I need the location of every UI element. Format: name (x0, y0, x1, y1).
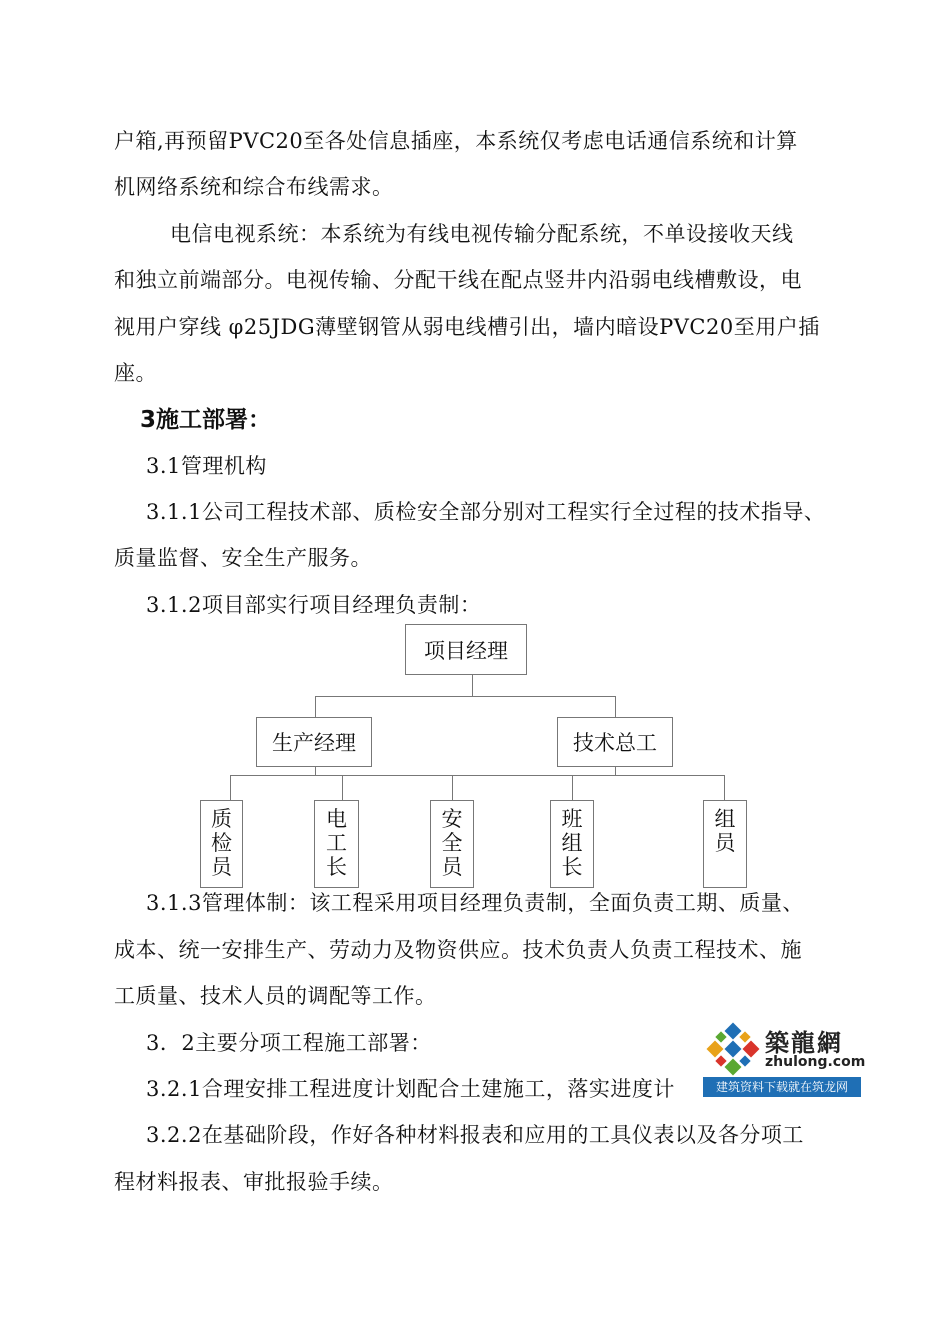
paragraph-line: 程材料报表、审批报验手续。 (114, 1170, 394, 1194)
paragraph-line: 座。 (114, 361, 157, 385)
section-heading: 3施工部署： (140, 407, 272, 433)
paragraph-line: 3.1.3管理体制：该工程采用项目经理负责制，全面负责工期、质量、 (146, 891, 804, 915)
paragraph-line: 户箱,再预留PVC20至各处信息插座，本系统仅考虑电话通信系统和计算 (114, 129, 798, 153)
org-connector (452, 775, 453, 800)
paragraph-line: 3.1.2项目部实行项目经理负责制： (146, 593, 482, 617)
org-box-chief-electrician: 电 工 长 (314, 800, 359, 888)
org-connector (230, 775, 231, 800)
paragraph-line: 3.2.1合理安排工程进度计划配合土建施工，落实进度计 (146, 1077, 675, 1101)
org-box-team-leader: 班 组 长 (550, 800, 594, 888)
subsection-title: 3．2主要分项工程施工部署： (146, 1031, 432, 1055)
paragraph-line: 电信电视系统：本系统为有线电视传输分配系统，不单设接收天线 (170, 222, 794, 246)
watermark-slogan: 建筑资料下载就在筑龙网 (703, 1077, 861, 1097)
org-box-project-manager: 项目经理 (405, 624, 527, 675)
org-box-team-member: 组 员 (703, 800, 747, 888)
org-box-quality-inspector: 质 检 员 (200, 800, 243, 888)
org-connector (315, 767, 316, 775)
org-connector (724, 775, 725, 800)
org-box-safety-officer: 安 全 员 (430, 800, 474, 888)
org-connector (615, 696, 616, 717)
paragraph-line: 成本、统一安排生产、劳动力及物资供应。技术负责人负责工程技术、施 (114, 938, 802, 962)
watermark-domain: zhulong.com (765, 1054, 866, 1070)
org-connector (315, 696, 615, 697)
zhulong-watermark-logo (703, 1021, 866, 1097)
paragraph-line: 视用户穿线 φ25JDG薄壁钢管从弱电线槽引出，墙内暗设PVC20至用户插 (114, 315, 820, 339)
paragraph-line: 3.1.1公司工程技术部、质检安全部分别对工程实行全过程的技术指导、 (146, 500, 826, 524)
org-connector (615, 767, 616, 775)
org-connector (342, 775, 343, 800)
paragraph-line: 3.2.2在基础阶段，作好各种材料报表和应用的工具仪表以及各分项工 (146, 1123, 804, 1147)
watermark-name: 築龍網 (765, 1028, 843, 1057)
paragraph-line: 质量监督、安全生产服务。 (114, 546, 372, 570)
org-connector (315, 696, 316, 717)
zhulong-snowflake-icon (705, 1021, 761, 1077)
paragraph-line: 和独立前端部分。电视传输、分配干线在配点竖井内沿弱电线槽敷设，电 (114, 268, 802, 292)
org-connector (572, 775, 573, 800)
subsection-title: 3.1管理机构 (146, 454, 267, 478)
org-connector (472, 675, 473, 696)
org-connector (230, 775, 724, 776)
org-box-chief-engineer: 技术总工 (557, 717, 673, 767)
org-box-production-manager: 生产经理 (256, 717, 372, 767)
paragraph-line: 工质量、技术人员的调配等工作。 (114, 984, 437, 1008)
paragraph-line: 机网络系统和综合布线需求。 (114, 175, 394, 199)
